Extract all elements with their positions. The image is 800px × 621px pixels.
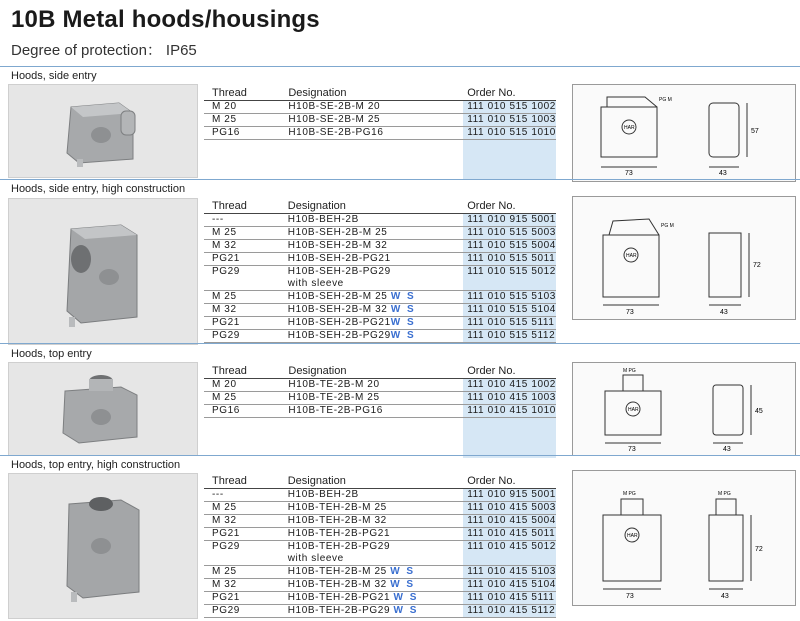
dimension-drawing-top-entry: [572, 362, 796, 456]
table-row: PG16 H10B-SE-2B-PG16 111 010 515 1010: [204, 127, 556, 140]
table-row: M 32 H10B-SEH-2B-M 32 W S 111 010 515 5104: [204, 304, 556, 317]
dimension-drawing-side-entry-high: [572, 196, 796, 320]
section-label: Hoods, side entry, high construction: [11, 183, 186, 195]
svg-text:43: 43: [721, 593, 729, 600]
col-order: Order No.: [463, 86, 556, 101]
table-row: M 25 H10B-TEH-2B-M 25 111 010 415 5003: [204, 502, 556, 515]
table-row: PG29 H10B-SEH-2B-PG29 111 010 515 5012: [212, 266, 556, 277]
table-row: PG29 H10B-TEH-2B-PG29 W S 111 010 415 5112: [204, 605, 556, 618]
spec-table-top-entry-high: [204, 474, 556, 618]
col-order: Order No.: [463, 199, 556, 214]
col-order: Order No.: [463, 474, 556, 489]
table-row: --- H10B-BEH-2B 111 010 915 5001: [204, 214, 556, 227]
table-row: PG21 H10B-TEH-2B-PG21 W S 111 010 415 5111: [204, 592, 556, 605]
spec-table-side-entry: [204, 86, 556, 180]
section-divider: [0, 66, 800, 67]
table-row: PG21 H10B-SEH-2B-PG21 111 010 515 5011: [204, 253, 556, 266]
table-row: M 25 H10B-TEH-2B-M 25 W S 111 010 415 5103: [204, 566, 556, 579]
svg-text:57: 57: [751, 128, 759, 135]
col-thread: Thread: [204, 199, 288, 214]
table-row: M 25 H10B-SEH-2B-M 25 111 010 515 5003: [204, 227, 556, 240]
section-label: Hoods, side entry: [11, 70, 97, 82]
dimension-drawing-side-entry: [572, 84, 796, 182]
hood-photo-side-entry-high: [8, 198, 198, 345]
table-row: M 20 H10B-SE-2B-M 20 111 010 515 1002: [204, 101, 556, 114]
table-row: M 32 H10B-SEH-2B-M 32 111 010 515 5004: [204, 240, 556, 253]
dimension-drawing-top-entry-high: [572, 470, 796, 606]
svg-text:HAR: HAR: [626, 253, 637, 259]
table-row: PG21 H10B-SEH-2B-PG21W S 111 010 515 5111: [204, 317, 556, 330]
hood-photo-top-entry: [8, 362, 198, 456]
table-row: M 25 H10B-SE-2B-M 25 111 010 515 1003: [204, 114, 556, 127]
svg-text:43: 43: [723, 446, 731, 453]
table-row: M 20 H10B-TE-2B-M 20 111 010 415 1002: [204, 379, 556, 392]
col-designation: Designation: [288, 199, 463, 214]
svg-text:PG M: PG M: [659, 97, 672, 103]
svg-text:73: 73: [626, 309, 634, 316]
svg-text:M PG: M PG: [623, 491, 636, 497]
section-divider: [0, 179, 800, 180]
svg-text:45: 45: [755, 408, 763, 415]
svg-text:PG M: PG M: [661, 223, 674, 229]
svg-text:43: 43: [719, 170, 727, 177]
table-row: PG29 H10B-SEH-2B-PG29W S 111 010 515 5112: [204, 330, 556, 343]
table-row: PG29 H10B-TEH-2B-PG29 111 010 415 5012: [212, 541, 556, 552]
table-row-note: with sleeve: [204, 553, 556, 566]
table-row: --- H10B-BEH-2B 111 010 915 5001: [204, 489, 556, 502]
table-row-note: with sleeve: [204, 278, 556, 291]
svg-text:72: 72: [753, 262, 761, 269]
hood-photo-top-entry-high: [8, 473, 198, 619]
spec-table-top-entry: [204, 364, 556, 458]
table-row: M 32 H10B-TEH-2B-M 32 111 010 415 5004: [204, 515, 556, 528]
table-row: M 25 H10B-TE-2B-M 25 111 010 415 1003: [204, 392, 556, 405]
col-designation: Designation: [288, 474, 464, 489]
svg-text:72: 72: [755, 546, 763, 553]
col-designation: Designation: [288, 364, 463, 379]
spec-table-side-entry-high: [204, 199, 556, 343]
col-order: Order No.: [463, 364, 556, 379]
col-thread: Thread: [204, 364, 288, 379]
svg-text:HAR: HAR: [628, 407, 639, 413]
table-row: M 32 H10B-TEH-2B-M 32 W S 111 010 415 5104: [204, 579, 556, 592]
hood-photo-side-entry: [8, 84, 198, 178]
svg-text:43: 43: [720, 309, 728, 316]
col-designation: Designation: [288, 86, 463, 101]
protection-label: Degree of protection：: [11, 42, 162, 59]
col-thread: Thread: [204, 474, 288, 489]
svg-text:73: 73: [628, 446, 636, 453]
table-row: PG16 H10B-TE-2B-PG16 111 010 415 1010: [204, 405, 556, 418]
table-row: PG21 H10B-TEH-2B-PG21 111 010 415 5011: [204, 528, 556, 541]
page-subtitle: [11, 39, 197, 60]
section-label: Hoods, top entry, high construction: [11, 459, 181, 471]
svg-text:M PG: M PG: [623, 368, 636, 374]
page-title: 10B Metal hoods/housings: [11, 6, 320, 33]
table-row: M 25 H10B-SEH-2B-M 25 W S 111 010 515 5103: [204, 291, 556, 304]
svg-text:HAR: HAR: [624, 125, 635, 131]
section-label: Hoods, top entry: [11, 348, 92, 360]
col-thread: Thread: [204, 86, 288, 101]
section-divider: [0, 343, 800, 344]
svg-text:73: 73: [626, 593, 634, 600]
protection-value: IP65: [165, 42, 197, 59]
svg-text:HAR: HAR: [627, 533, 638, 539]
svg-text:M PG: M PG: [718, 491, 731, 497]
svg-text:73: 73: [625, 170, 633, 177]
section-divider: [0, 455, 800, 456]
